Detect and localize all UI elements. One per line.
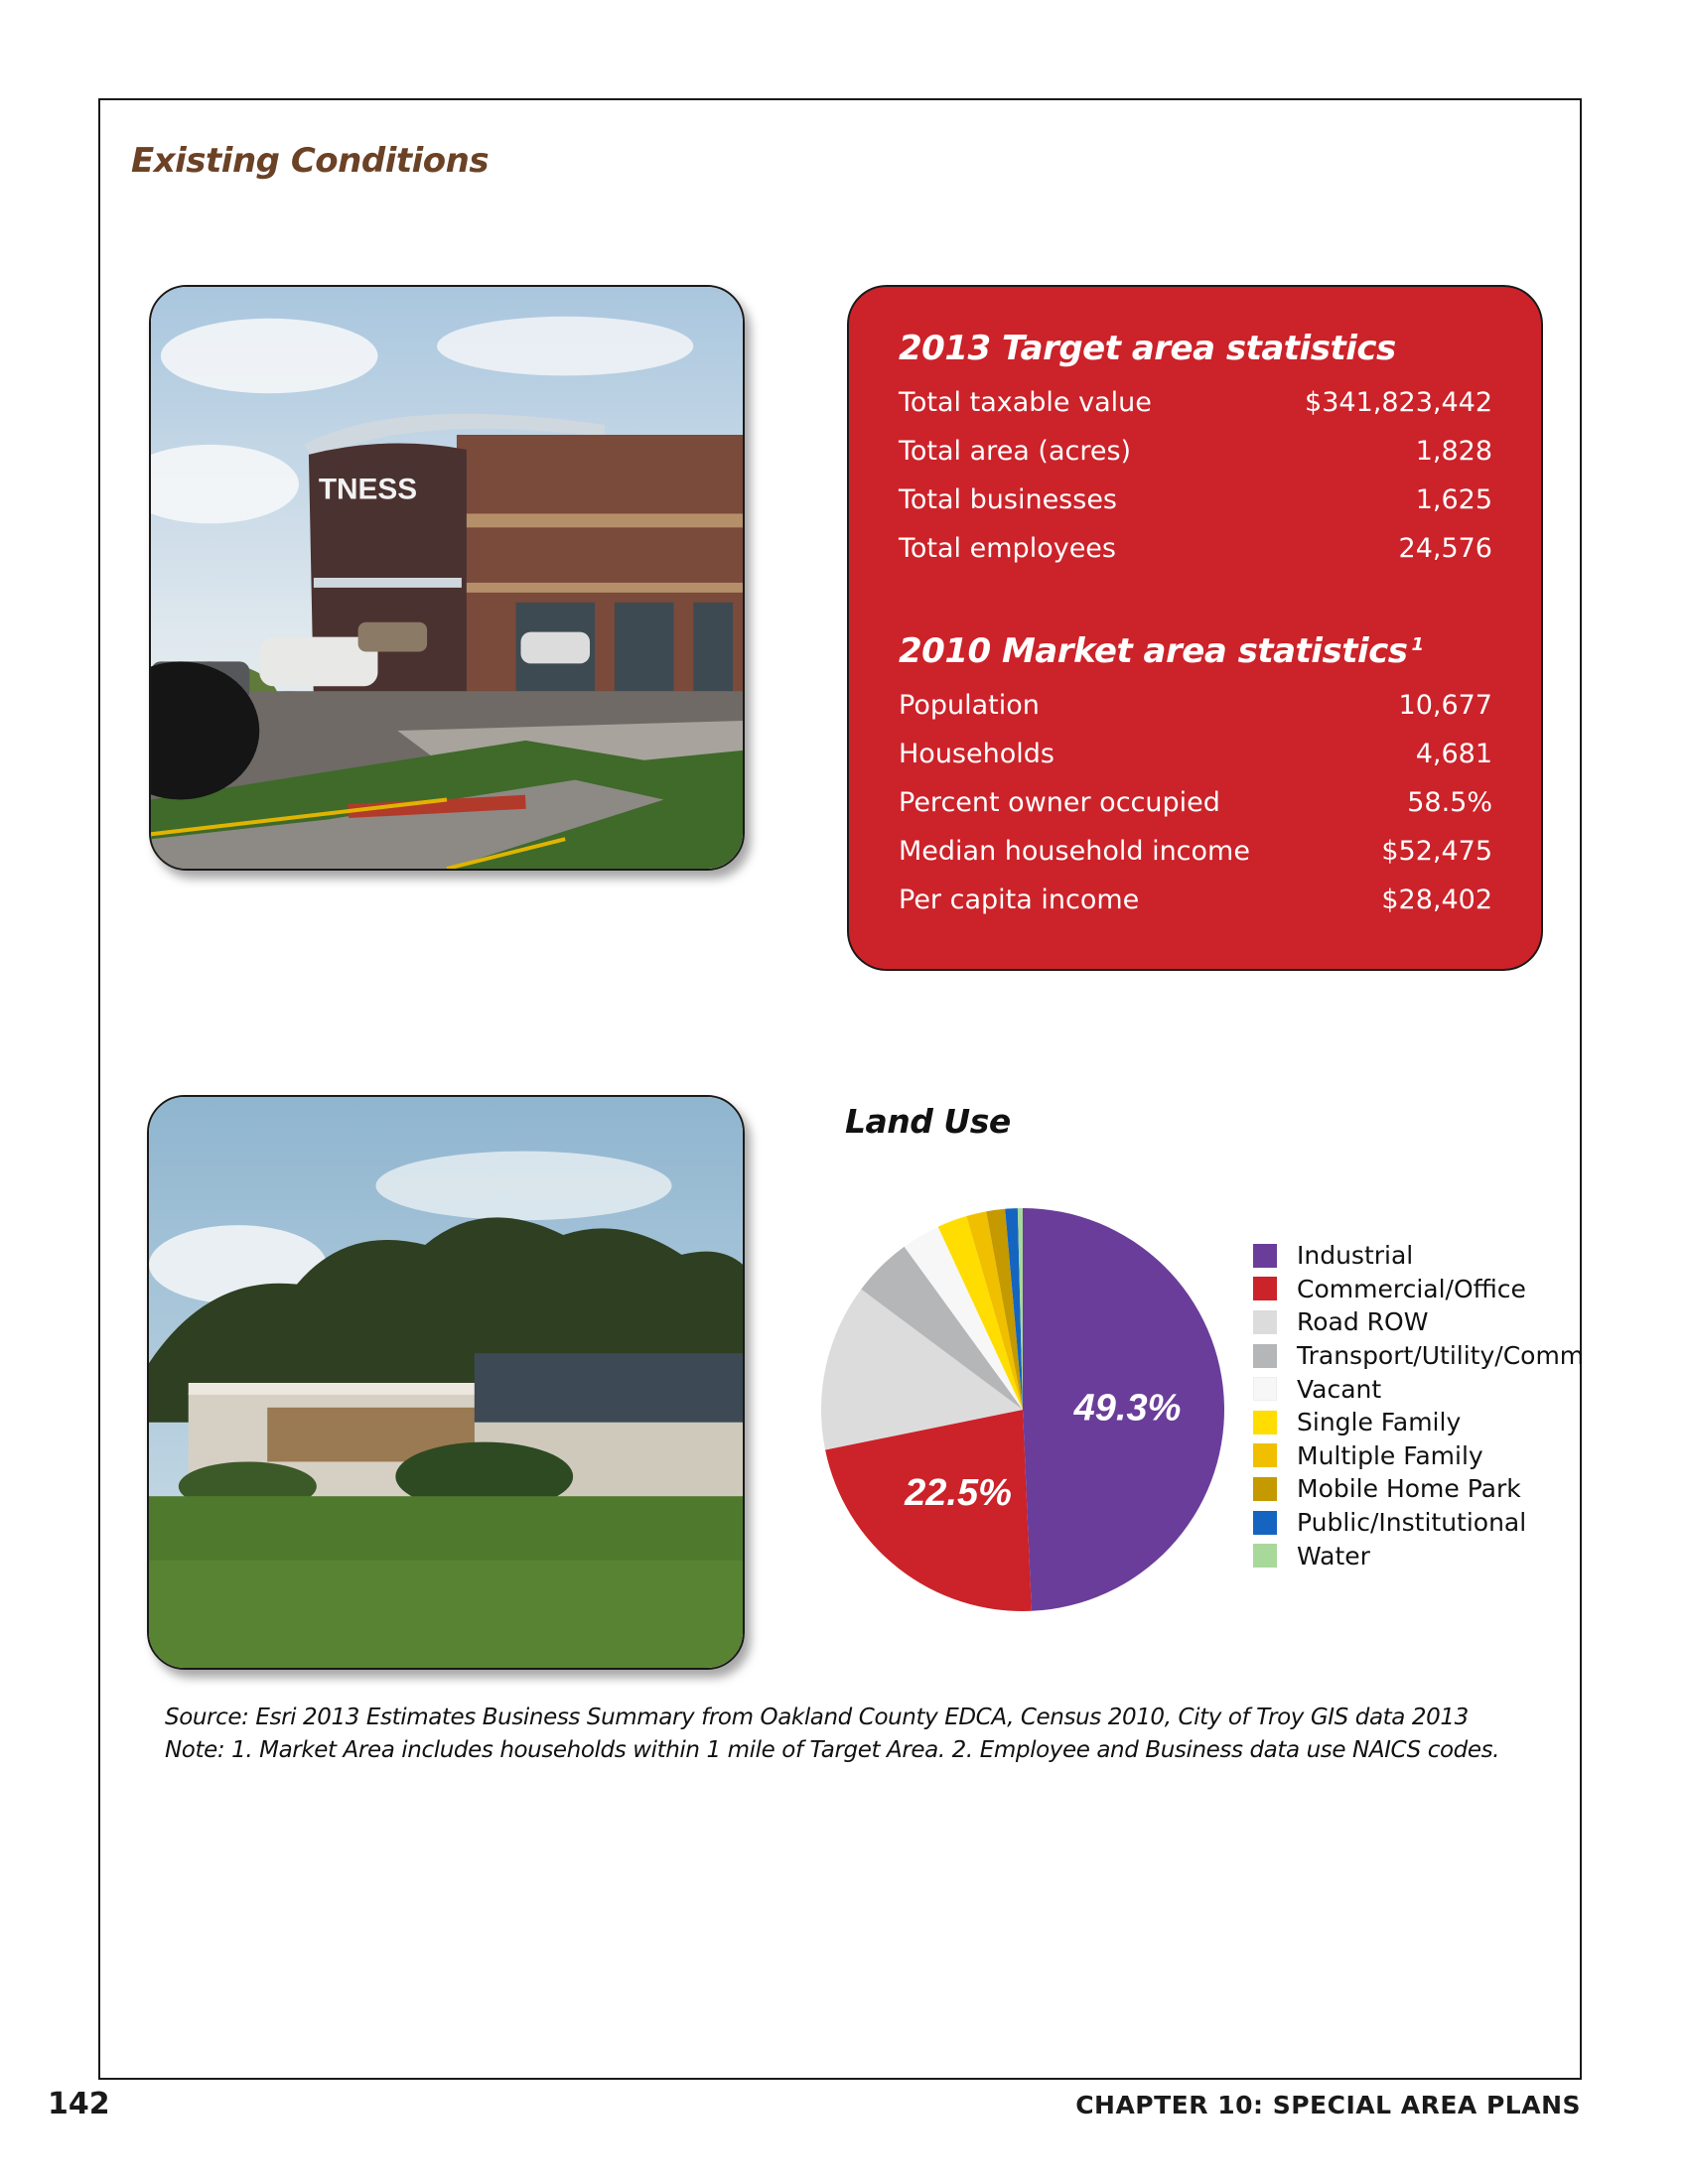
source-line: Source: Esri 2013 Estimates Business Summary from Oakland County EDCA, Census 2010, City of Troy GIS data 2013 [165, 1705, 1469, 1730]
legend-swatch [1253, 1244, 1277, 1268]
stat-value: $52,475 [1381, 835, 1492, 867]
stat-label: Households [899, 738, 1055, 769]
building-sign: TNESS [318, 473, 418, 506]
statistics-panel [847, 285, 1543, 971]
stat-label: Total area (acres) [899, 435, 1132, 467]
land-use-pie-chart [814, 1201, 1231, 1618]
chapter-footer: CHAPTER 10: SPECIAL AREA PLANS [1075, 2091, 1581, 2119]
legend-label: Public/Institutional [1297, 1508, 1527, 1538]
legend-item-commercial-office [1253, 1273, 1584, 1306]
legend-item-single-family [1253, 1406, 1584, 1439]
legend-label: Road ROW [1297, 1307, 1429, 1337]
legend-swatch [1253, 1377, 1277, 1401]
stat-row-households [899, 734, 1492, 773]
legend-item-mobile-home-park [1253, 1472, 1584, 1506]
stat-label: Median household income [899, 835, 1250, 867]
pie-data-label: 22.5% [905, 1472, 1012, 1515]
legend-swatch [1253, 1344, 1277, 1368]
legend-swatch [1253, 1443, 1277, 1467]
legend-item-water [1253, 1539, 1584, 1572]
stat-value: $341,823,442 [1305, 386, 1492, 418]
chart-title: Land Use [845, 1102, 1011, 1141]
section-title: Existing Conditions [131, 141, 490, 181]
legend-item-vacant [1253, 1372, 1584, 1406]
stat-row-total-employees [899, 528, 1492, 568]
legend-item-industrial [1253, 1239, 1584, 1273]
stat-row-owner-occupied [899, 782, 1492, 822]
legend-swatch [1253, 1544, 1277, 1568]
legend-label: Multiple Family [1297, 1440, 1483, 1470]
stat-row-total-businesses [899, 479, 1492, 519]
stat-value: 1,828 [1415, 435, 1492, 467]
footnote-marker: 1 [1411, 633, 1424, 655]
legend-item-public-institutional [1253, 1506, 1584, 1540]
legend-label: Single Family [1297, 1408, 1462, 1437]
legend-label: Industrial [1297, 1241, 1414, 1271]
legend-label: Commercial/Office [1297, 1274, 1526, 1303]
legend-label: Vacant [1297, 1374, 1382, 1404]
stat-label: Total businesses [899, 483, 1117, 515]
legend-swatch [1253, 1277, 1277, 1300]
stat-row-median-income [899, 831, 1492, 871]
fitness-club-photo [149, 285, 745, 871]
stat-row-total-area [899, 431, 1492, 471]
legend-swatch [1253, 1310, 1277, 1334]
stat-value: 58.5% [1407, 786, 1492, 818]
stat-label: Percent owner occupied [899, 786, 1220, 818]
office-building-photo [147, 1095, 745, 1670]
market-stats-heading: 2010 Market area statistics $^1$ [899, 631, 1424, 671]
legend-item-road-row [1253, 1305, 1584, 1339]
stat-value: 4,681 [1415, 738, 1492, 769]
stat-value: $28,402 [1381, 884, 1492, 915]
stat-value: 24,576 [1398, 532, 1492, 564]
stat-label: Total employees [899, 532, 1116, 564]
note-line: Note: 1. Market Area includes households within 1 mile of Target Area. 2. Employee and Business data use NAICS codes. [165, 1737, 1500, 1763]
legend-swatch [1253, 1511, 1277, 1535]
stat-label: Per capita income [899, 884, 1140, 915]
legend-label: Water [1297, 1541, 1370, 1570]
stat-label: Total taxable value [899, 386, 1152, 418]
source-notes [165, 1702, 1499, 1767]
target-stats-heading: 2013 Target area statistics [899, 329, 1396, 368]
legend-label: Transport/Utility/Comm [1297, 1341, 1585, 1371]
legend-item-transport-utility-comm [1253, 1339, 1584, 1373]
stat-row-per-capita-income [899, 880, 1492, 919]
stat-row-taxable-value [899, 382, 1492, 422]
legend-item-multiple-family [1253, 1439, 1584, 1473]
stat-row-population [899, 685, 1492, 725]
legend-swatch [1253, 1477, 1277, 1501]
legend-swatch [1253, 1411, 1277, 1434]
stat-label: Population [899, 689, 1040, 721]
pie-data-label: 49.3% [1073, 1387, 1182, 1430]
chart-legend [1253, 1239, 1584, 1572]
page-number: 142 [48, 2087, 110, 2121]
stat-value: 10,677 [1398, 689, 1492, 721]
stat-value: 1,625 [1415, 483, 1492, 515]
legend-label: Mobile Home Park [1297, 1474, 1521, 1504]
